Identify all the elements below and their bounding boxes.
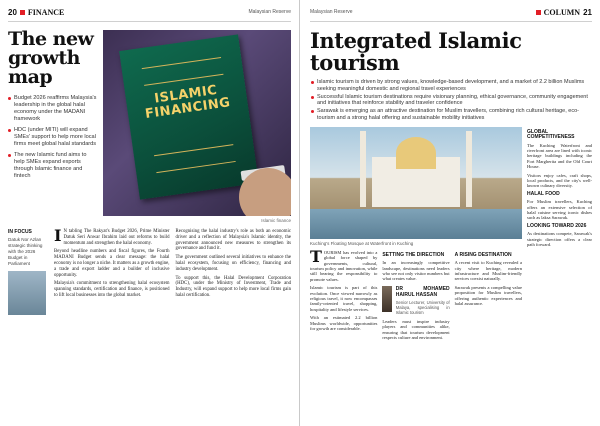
paragraph: Islamic tourism is part of this evolution. Once viewed narrowly as religious travel, it now encompasses family-oriented travel, shopping, hospitality and lifestyle services. [310, 285, 378, 312]
right-paper-name: Malaysian Reserve [310, 9, 353, 15]
left-column-1 [54, 226, 170, 315]
paragraph: The government outlined several initiatives to enhance the halal ecosystem, focusing on efficiency, financing and industry development. [175, 255, 291, 272]
hero-image [103, 30, 291, 216]
left-header-text [8, 30, 97, 223]
minaret-image [360, 131, 366, 207]
right-running-head [310, 6, 592, 22]
left-paper-name: Malaysian Reserve [248, 9, 291, 15]
left-bullet: Budget 2026 reaffirms Malaysia's leadership in the global halal economy under the MADANI framework [8, 95, 97, 123]
right-page-number: 21 [583, 7, 592, 17]
left-headline: The new growth map [8, 28, 94, 88]
right-bullets [310, 79, 592, 122]
minaret-image [466, 131, 472, 207]
drop-cap: I [54, 226, 62, 245]
subheading: A RISING DESTINATION [454, 251, 512, 258]
right-page [300, 0, 600, 426]
left-page-number: 20 [8, 7, 17, 17]
paragraph: Recognising the halal industry's role as both an economic driver and a reflection of Malaysia's Islamic identity, the government announced new measures to strengthen its governance and fund it. [175, 229, 291, 252]
right-bullet: Islamic tourism is driven by strong values, knowledge-based development, and a market of 2.2 billion Muslims seeking meaningful domestic and regional travel experiences [310, 79, 592, 93]
paragraph: As destinations compete, Sarawak's strategic direction offers a clear path forward. [527, 231, 592, 248]
paragraph: With an estimated 2.2 billion Muslims worldwide, opportunities for growth are considerable. [310, 315, 378, 332]
left-body [8, 226, 291, 315]
in-focus-label: IN FOCUS [8, 229, 32, 235]
right-column-1 [310, 246, 378, 344]
left-running-head [8, 6, 291, 22]
left-bullet: HDC (under MITI) will expand SMEs' support to help more local firms meet global halal standards [8, 127, 97, 148]
right-bullet: Sarawak is emerging as an attractive destination for Muslim travellers, combining rich cultural heritage, eco-tourism and a strong halal offering and sustainable mobility initiatives [310, 108, 592, 122]
cover-ornament-top [142, 57, 224, 86]
left-bullet: The new Islamic fund aims to help SMEs expand exports through Islamic finance and fintech [8, 152, 97, 180]
paragraph: A recent visit to Kuching revealed a city where heritage, modern infrastructure and Muslim-friendly services coexist naturally. [454, 260, 522, 282]
cover-ornament-bottom [154, 144, 236, 173]
right-title: Integrated Islamic tourism [310, 28, 522, 75]
author-photo [382, 286, 391, 312]
hero-figure [97, 30, 291, 223]
subheading: GLOBAL COMPETITIVENESS [527, 128, 575, 141]
left-column-2 [176, 229, 292, 315]
paragraph: In an increasingly competitive landscape, destinations need leaders who see not only visitor numbers but what creates value. [382, 260, 450, 282]
right-section-label: COLUMN [543, 7, 581, 17]
section-marker-icon [20, 10, 25, 15]
water-image [310, 209, 522, 239]
subheading: LOOKING TOWARD 2026 [527, 222, 587, 229]
left-section [8, 8, 64, 17]
paragraph: I N tabling The Rakyat's Budget 2026, Prime Minister Datuk Seri Anwar Ibrahim laid out reforms to build momentum and strengthen the halal economy. [54, 226, 170, 246]
right-column-2 [382, 250, 449, 344]
paragraph: Sarawak presents a compelling value proposition for Muslim travellers, offering authentic experiences and halal assurance. [454, 284, 522, 307]
subheading: HALAL FOOD [527, 190, 560, 197]
in-focus-photo [8, 271, 46, 315]
paragraph: To support this, the Halal Development Corporation (HDC), under the Ministry of Investment, Trade and Industry, will expand support to help more local firms gain halal certification. [175, 275, 291, 298]
photo-caption: Kuching's Floating Mosque at Waterfront in Kuching [310, 240, 414, 246]
right-bullet: Successful Islamic tourism destinations require visionary planning, ethical governance, community engagement and initiatives that reinforce stability and traveler confidence [310, 94, 592, 108]
drop-cap: T [310, 246, 322, 266]
paragraph: Leaders must inspire industry players and communities alike, ensuring that tourism development respects culture and environment. [382, 318, 450, 341]
right-side-column [527, 127, 592, 344]
paragraph: Malaysia's commitment to strengthening halal ecosystem spanning standards, certification and finance, is positioned to lift local businesses into the global market. [54, 281, 170, 298]
cover-title: ISLAMIC FINANCING [144, 82, 232, 122]
paragraph: The Kuching Waterfront and riverfront area are lined with iconic heritage buildings including the Fort Margherita and the Old Court House. [527, 142, 592, 170]
right-main [310, 127, 522, 344]
left-section-label: FINANCE [27, 7, 65, 17]
in-focus-text: Datuk Nor Azlan strategic thinking with the 2026 Budget in Parliament [8, 237, 43, 266]
left-bullets [8, 95, 97, 180]
in-focus-box [8, 229, 48, 315]
paragraph: TOURISM has evolved into a global force shaped by governments, cultural, tourism policy and innovation, while still bearing the responsibility to promote values. [310, 246, 378, 282]
hero-caption: Islamic finance [261, 218, 291, 223]
section-marker-icon [536, 10, 541, 15]
right-section [536, 8, 592, 17]
author-info [396, 286, 450, 315]
mosque-photo [310, 127, 522, 239]
right-body [310, 127, 592, 344]
left-header-block [8, 30, 291, 223]
paragraph: Visitors enjoy cafes, craft shops, local products, and the city's well-known culinary diversity. [527, 172, 592, 189]
author-box [382, 286, 449, 315]
paragraph: For Muslim travellers, Kuching offers an extensive selection of halal cuisine serving iconic dishes such as laksa Sarawak. [527, 199, 592, 221]
paragraph: Beyond headline numbers and fiscal figures, the Fourth MADANI Budget sends a clear message: the halal economy is no longer a niche. It matters as a growth engine, a trade and export ladder and a builder of inclusive opportunity. [54, 249, 170, 278]
right-columns [310, 246, 522, 344]
book-cover-image [119, 34, 259, 199]
author-name: DR MOHAMED HAIRUL HASSAN [395, 285, 450, 298]
right-column-3 [455, 250, 522, 344]
subheading: SETTING THE DIRECTION [382, 251, 445, 258]
author-role: Senior Lecturer, University of Malaya, specialising in Islamic tourism [395, 299, 450, 315]
dome-image [396, 137, 436, 169]
